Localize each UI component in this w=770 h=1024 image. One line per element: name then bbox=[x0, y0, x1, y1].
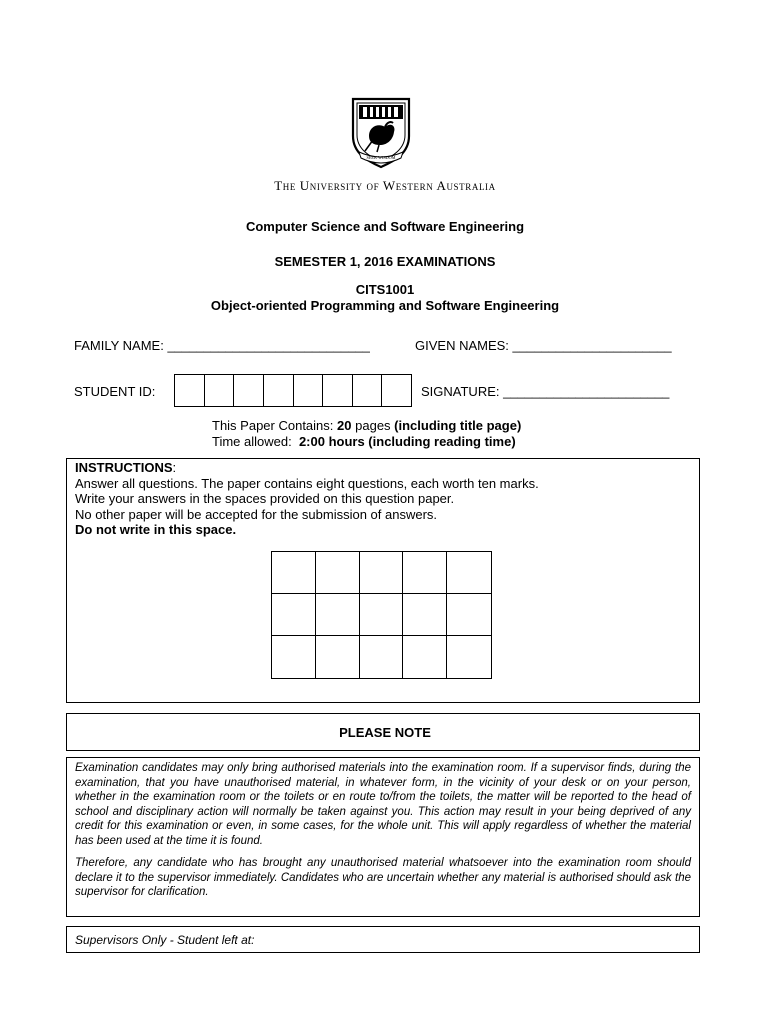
signature-field[interactable] bbox=[421, 384, 669, 399]
student-id-digit-box[interactable] bbox=[294, 375, 324, 406]
signature-line: _______________________ bbox=[503, 384, 670, 399]
given-names-line: ______________________ bbox=[512, 338, 672, 353]
pages-count: 20 bbox=[337, 418, 352, 433]
marks-cell bbox=[360, 552, 404, 594]
student-id-boxes[interactable] bbox=[174, 374, 412, 407]
pages-word: pages bbox=[355, 418, 391, 433]
marks-cell bbox=[272, 552, 316, 594]
svg-text:SEEK WISDOM: SEEK WISDOM bbox=[366, 155, 396, 160]
marks-cell bbox=[447, 636, 491, 678]
signature-label: SIGNATURE: bbox=[421, 384, 500, 399]
marks-cell bbox=[403, 594, 447, 636]
student-id-label: STUDENT ID: bbox=[74, 384, 156, 399]
please-note-heading: PLEASE NOTE bbox=[339, 725, 431, 740]
unit-code: CITS1001 bbox=[355, 282, 415, 297]
instructions-line: Answer all questions. The paper contains eight questions, each worth ten marks. bbox=[75, 475, 539, 491]
student-id-digit-box[interactable] bbox=[382, 375, 411, 406]
marks-cell bbox=[272, 636, 316, 678]
marks-cell bbox=[316, 636, 360, 678]
instructions-heading: INSTRUCTIONS bbox=[75, 460, 173, 475]
pages-note: (including title page) bbox=[394, 418, 522, 433]
instructions-line-bold: Do not write in this space. bbox=[75, 522, 237, 537]
student-id-digit-box[interactable] bbox=[234, 375, 264, 406]
marks-cell bbox=[360, 636, 404, 678]
time-value: 2:00 hours (including reading time) bbox=[298, 434, 516, 449]
unit-title: Object-oriented Programming and Software Engineering bbox=[210, 298, 560, 313]
marks-cell bbox=[316, 552, 360, 594]
instructions-text bbox=[75, 460, 695, 538]
marks-cell bbox=[447, 594, 491, 636]
marks-cell bbox=[403, 636, 447, 678]
school-name: Computer Science and Software Engineering bbox=[245, 219, 525, 234]
marks-grid bbox=[271, 551, 492, 679]
family-name-label: FAMILY NAME: bbox=[74, 338, 164, 353]
pages-prefix: This Paper Contains: bbox=[212, 418, 334, 433]
marks-cell bbox=[272, 594, 316, 636]
student-id-digit-box[interactable] bbox=[175, 375, 205, 406]
student-id-digit-box[interactable] bbox=[264, 375, 294, 406]
student-id-digit-box[interactable] bbox=[323, 375, 353, 406]
supervisors-text: Supervisors Only - Student left at: bbox=[75, 933, 255, 947]
given-names-field[interactable] bbox=[415, 338, 672, 353]
please-note-text bbox=[75, 761, 691, 908]
marks-cell bbox=[403, 552, 447, 594]
family-name-field[interactable] bbox=[74, 338, 370, 353]
paper-pages-info bbox=[212, 418, 521, 433]
family-name-line: ____________________________ bbox=[167, 338, 370, 353]
marks-cell bbox=[316, 594, 360, 636]
please-note-paragraph: Examination candidates may only bring authorised materials into the examination room. If a supervisor finds, during the examination, that you have unauthorised material, in whatever form, in the vicinity of your desk or on your person, whether in the examination room or the toilets or en route to/from the toilets, the matter will be reported to the head of school and disciplinary action will normally be taken against you. This action may result in your being deprived of any credit for this examination or even, in some cases, for the whole unit. This will apply regardless of whether the material has been used at the time it is found. bbox=[75, 762, 691, 847]
marks-cell bbox=[360, 594, 404, 636]
given-names-label: GIVEN NAMES: bbox=[415, 338, 509, 353]
university-crest-logo bbox=[349, 96, 413, 170]
time-allowed-info bbox=[212, 434, 516, 449]
student-id-digit-box[interactable] bbox=[353, 375, 383, 406]
time-prefix: Time allowed: bbox=[212, 434, 292, 449]
instructions-line: Write your answers in the spaces provided on this question paper. bbox=[75, 491, 455, 506]
university-name: The University of Western Australia bbox=[274, 178, 496, 193]
please-note-paragraph: Therefore, any candidate who has brought any unauthorised material whatsoever into the examination room should declare it to the supervisor immediately. Candidates who are uncertain whether any material is authorised should ask the supervisor for clarification. bbox=[75, 857, 691, 898]
instructions-colon: : bbox=[172, 460, 177, 475]
marks-cell bbox=[447, 552, 491, 594]
student-id-digit-box[interactable] bbox=[205, 375, 235, 406]
instructions-line: No other paper will be accepted for the submission of answers. bbox=[75, 506, 438, 522]
exam-period: SEMESTER 1, 2016 EXAMINATIONS bbox=[274, 254, 496, 269]
